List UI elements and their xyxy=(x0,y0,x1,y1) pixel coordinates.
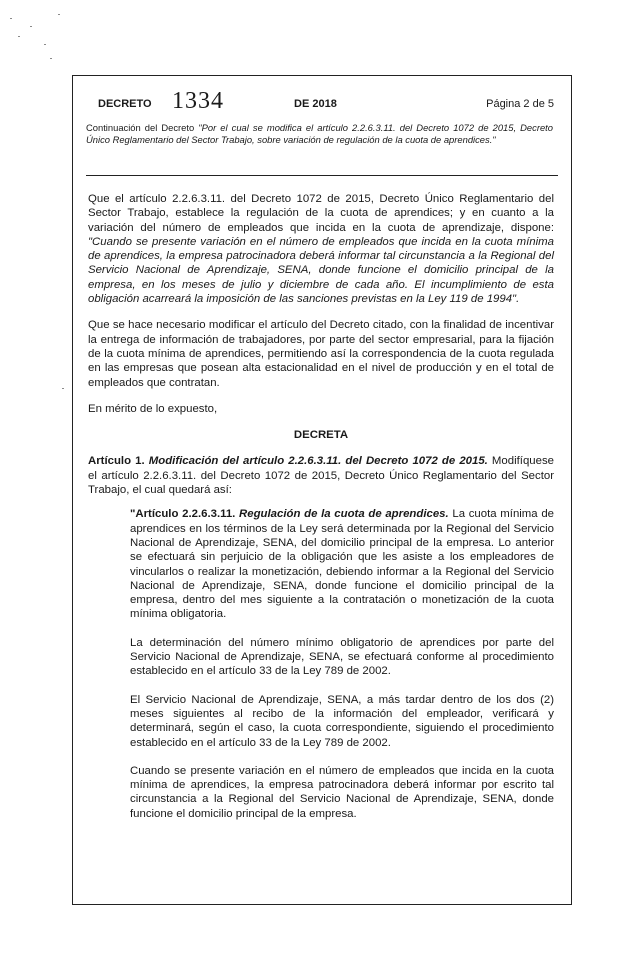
continuation-prefix: Continuación del Decreto xyxy=(86,122,199,133)
scan-speck xyxy=(10,18,12,19)
decree-header xyxy=(90,88,560,118)
considerando-1-intro: Que el artículo 2.2.6.3.11. del Decreto 1072 de 2015, Decreto Único Reglamentario del Sector Trabajo, establece la regulación de la cuota de aprendices; y en cuanto a la variación del número de empleados que incida en la cuota de aprendizaje, dispone: xyxy=(88,193,554,234)
articulo-nuevo-text: La cuota mínima de aprendices en los términos de la Ley será determinada por la Regional del Servicio Nacional de Aprendizaje, SENA, del domicilio principal de la empresa. Lo anterior se efectuará sin perjuicio de la obligación que les asiste a los empleadores de vincularlos o realizar la monetización, debiendo informar a la Regional del Servicio Nacional de Aprendizaje, SENA, donde funcione el domicilio principal de la empresa, dentro del mes siguiente a la contratación o monetización de la cuota mínima obligatoria. xyxy=(130,508,554,621)
articulo-nuevo-title: Regulación de la cuota de aprendices. xyxy=(239,508,449,521)
merito-text: En mérito de lo expuesto, xyxy=(88,402,218,415)
continuation-note xyxy=(86,122,553,145)
inciso-3: El Servicio Nacional de Aprendizaje, SENA, a más tardar dentro de los dos (2) meses siguientes al recibo de la información del empleador, verificará y determinará, según el caso, la cuota correspondiente, siguiendo el procedimiento establecido en el artículo 33 de la Ley 789 de 2002. xyxy=(130,693,554,749)
inciso-2: La determinación del número mínimo obligatorio de aprendices por parte del Servicio Nacional de Aprendizaje, SENA, se efectuará conforme al procedimiento establecido en el artículo 33 de la Ley 789 de 2002. xyxy=(130,636,554,678)
scan-speck xyxy=(30,26,32,27)
scan-speck xyxy=(44,44,46,45)
considerando-1-quote: "Cuando se presente variación en el número de empleados que incida en la cuota mínima de aprendices, la empresa patrocinadora deberá informar tal circunstancia a la Regional del Servicio Nacional de Aprendizaje, SENA, donde funcione el domicilio principal de la empresa, en los meses de julio y diciembre de cada año. El incumplimiento de esta obligación acarreará la imposición de las sanciones previstas en la Ley 119 de 1994". xyxy=(88,235,554,306)
articulo-nuevo xyxy=(130,507,554,621)
scan-speck xyxy=(62,388,64,389)
considerando-2: Que se hace necesario modificar el artículo del Decreto citado, con la finalidad de incentivar la entrega de información de trabajadores, por parte del sector empresarial, para la fijación de la cuota mínima de aprendices, permitiendo así la correspondencia de la cuota regulada en las empresas que posean alta estacionalidad en el nivel de producción y en el total de empleados que contratan. xyxy=(88,319,554,389)
continuation-title: "Por el cual se modifica el artículo 2.2.6.3.11. del Decreto 1072 de 2015, Decreto Único Reglamentario del Sector Trabajo, sobre variación de regulación de la cuota de aprendices." xyxy=(86,122,553,145)
scan-speck xyxy=(58,14,60,15)
articulo-1-text: Modifíquese el artículo 2.2.6.3.11. del Decreto 1072 de 2015, Decreto Único Reglamentario del Sector Trabajo, el cual quedará así: xyxy=(88,455,554,497)
inciso-4: Cuando se presente variación en el número de empleados que incida en la cuota mínima de aprendices, la empresa patrocinadora deberá informar por escrito tal circunstancia a la Regional del Servicio Nacional de Aprendizaje, SENA, donde funcione el domicilio principal de la empresa. xyxy=(130,764,554,820)
decree-year: DE 2018 xyxy=(294,98,337,110)
scan-speck xyxy=(50,58,52,59)
page-indicator: Página 2 de 5 xyxy=(486,98,554,110)
articulo-1-title: Modificación del artículo 2.2.6.3.11. del Decreto 1072 de 2015. xyxy=(148,455,488,468)
decreta-heading: DECRETA xyxy=(293,429,349,442)
articulo-nuevo-label: "Artículo 2.2.6.3.11. xyxy=(130,508,240,521)
decree-body xyxy=(88,192,554,821)
articulo-1 xyxy=(88,454,554,497)
articulo-1-label: Artículo 1. xyxy=(88,455,149,468)
header-divider xyxy=(86,175,558,176)
decree-number: 1334 xyxy=(172,88,224,114)
considerando-1 xyxy=(88,192,554,306)
scan-speck xyxy=(18,36,20,37)
decree-label: DECRETO xyxy=(98,98,152,110)
